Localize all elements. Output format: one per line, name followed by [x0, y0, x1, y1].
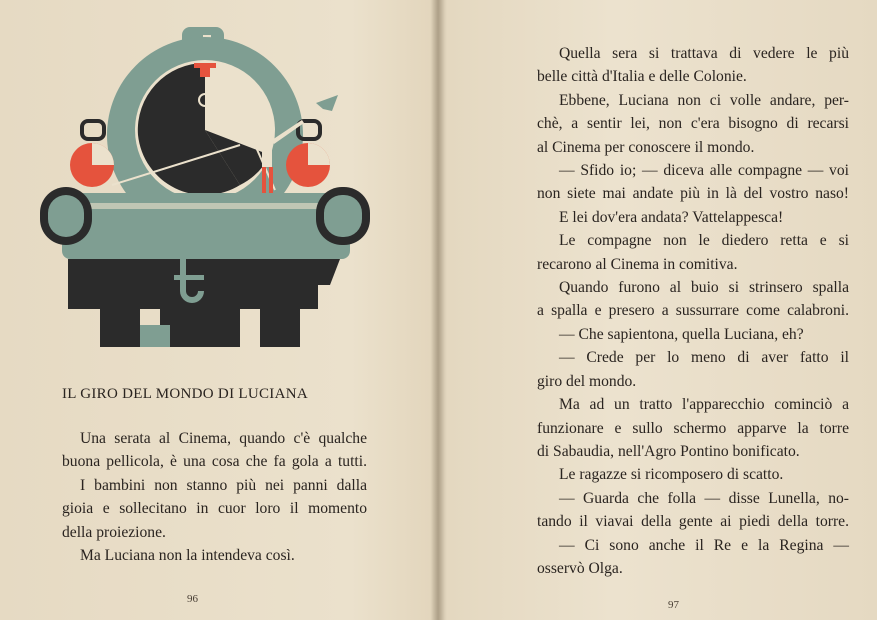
text-line: buona pellicola, è una cosa che fa gola a tutti. [62, 453, 367, 471]
text-line: Le compagne non le diedero retta e si [559, 232, 849, 250]
left-body-text [62, 427, 367, 567]
text-line: Quando furono al buio si strinsero spalla [559, 279, 849, 297]
text-line: E lei dov'era andata? Vattelappesca! [559, 208, 784, 226]
text-line: belle città d'Italia e delle Colonie. [537, 68, 747, 86]
text-line: di Sabaudia, nell'Agro Pontino bonificato. [537, 442, 800, 460]
right-page [440, 0, 877, 620]
text-line: tando il viavai della gente ai piedi della torre. [537, 513, 849, 531]
page-number: 96 [187, 593, 198, 605]
text-line: Quella sera si trattava di vedere le più [559, 45, 849, 62]
text-line: Una serata al Cinema, quando c'è qualche [80, 430, 367, 447]
text-line: — Ci sono anche il Re e la Regina — [559, 536, 849, 554]
text-line: Ma Luciana non la intendeva così. [80, 547, 295, 565]
text-line: al Cinema per conoscere il mondo. [537, 138, 755, 156]
text-line: chè, a sentir lei, non c'era bisogno di recarsi [537, 115, 849, 133]
text-line: Ebbene, Luciana non ci volle andare, per- [559, 91, 849, 109]
locomotive-illustration [40, 25, 370, 347]
chapter-title: IL GIRO DEL MONDO DI LUCIANA [62, 386, 309, 402]
text-line: gioia e sollecitano in cuor loro il momento [62, 500, 367, 518]
text-line: a spalla e presero a sussurrare come calabroni. [537, 302, 849, 320]
text-line: recarono al Cinema in comitiva. [537, 255, 738, 273]
text-line: non siete mai andate più in là del vostro naso! [537, 185, 849, 203]
left-page [0, 0, 438, 620]
text-line: della proiezione. [62, 523, 166, 541]
text-line: I bambini non stanno più nei panni dalla [80, 476, 367, 494]
text-line: — Che sapientona, quella Luciana, eh? [559, 325, 804, 343]
text-line: Le ragazze si ricomposero di scatto. [559, 466, 784, 484]
right-body-text [537, 42, 849, 580]
text-line: — Sfido io; — diceva alle compagne — voi [559, 162, 849, 180]
text-line: Ma ad un tratto l'apparecchio cominciò a [559, 396, 849, 414]
text-line: funzionare e sullo schermo apparve la torre [537, 419, 849, 437]
text-line: — Guarda che folla — disse Lunella, no- [559, 489, 849, 507]
page-number: 97 [668, 599, 679, 611]
text-line: giro del mondo. [537, 372, 637, 390]
text-line: osservò Olga. [537, 559, 623, 577]
text-line: — Crede per lo meno di aver fatto il [559, 349, 849, 367]
